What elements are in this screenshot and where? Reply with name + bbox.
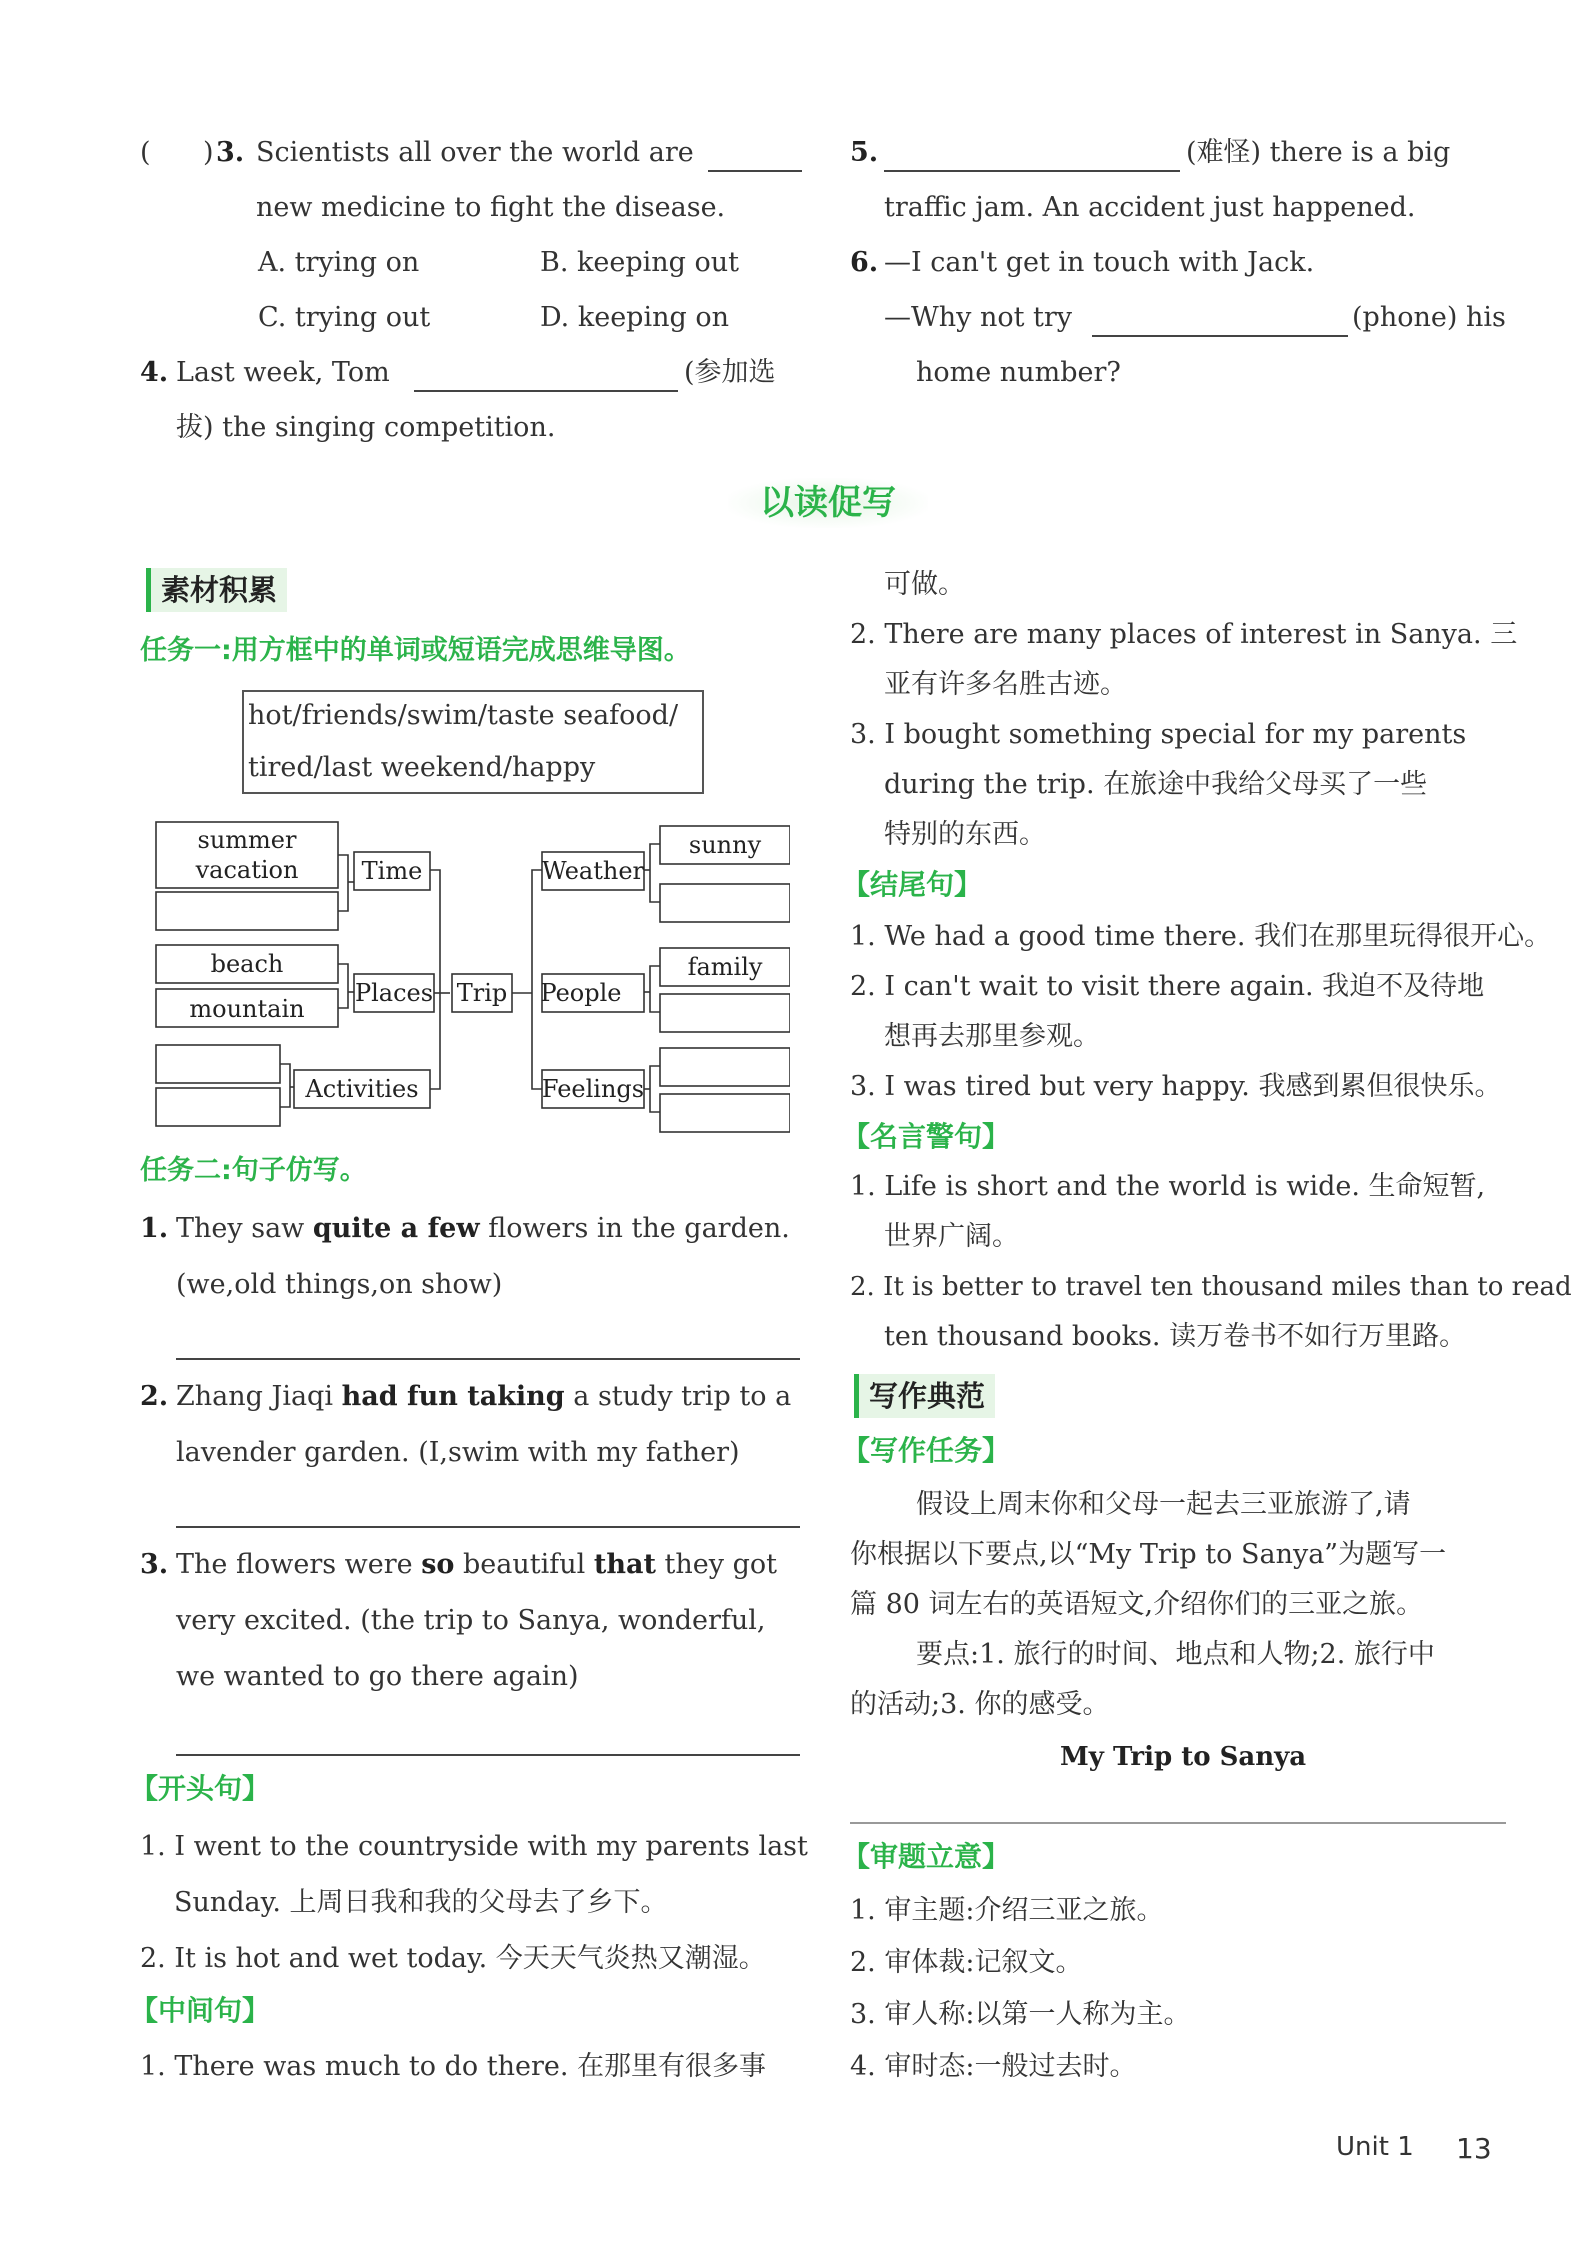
answer-blank[interactable]	[708, 170, 802, 172]
mindmap-branch-label: Activities	[305, 1075, 419, 1103]
mindmap-feelings-box-1	[660, 1048, 790, 1086]
mindmap-people-item: family	[687, 953, 763, 981]
page-number: 13	[1456, 2132, 1492, 2165]
question-text: Last week, Tom	[176, 357, 390, 388]
question-number: 3.	[216, 137, 245, 168]
middle-item: 2. There are many places of interest in Sanya. 三	[850, 619, 1518, 650]
opening-item: Sunday. 上周日我和我的父母去了乡下。	[174, 1887, 668, 1918]
answer-line[interactable]	[176, 1358, 800, 1360]
sentence-hint: lavender garden. (I,swim with my father)	[176, 1437, 740, 1468]
sentence-hint: we wanted to go there again)	[176, 1661, 579, 1692]
option-c: C. trying out	[258, 302, 431, 333]
sentence-number: 3.	[140, 1549, 169, 1580]
mindmap-place-item: beach	[210, 950, 284, 978]
mindmap-activity-box-1	[156, 1045, 280, 1083]
answer-line[interactable]	[176, 1526, 800, 1528]
mindmap-branch-label: Time	[361, 857, 423, 885]
essay-title: My Trip to Sanya	[1060, 1742, 1307, 1772]
answer-blank[interactable]	[414, 390, 678, 392]
sentence-text: The flowers were so beautiful that they got	[176, 1549, 777, 1580]
quote-item: 1. Life is short and the world is wide. 生命短暂,	[850, 1171, 1486, 1202]
writing-task-text: 篇 80 词左右的英语短文,介绍你们的三亚之旅。	[850, 1589, 1424, 1620]
section-title: 以读促写	[728, 478, 928, 528]
mindmap-feelings-box-2	[660, 1094, 790, 1132]
analysis-item: 4. 审时态:一般过去时。	[850, 2051, 1137, 2082]
sentence-hint: very excited. (the trip to Sanya, wonderful,	[176, 1605, 766, 1636]
hint-text: (难怪) there is a big	[1186, 137, 1451, 168]
quote-item: 世界广阔。	[884, 1221, 1019, 1252]
question-text: —I can't get in touch with Jack.	[884, 247, 1315, 278]
mindmap-center-label: Trip	[456, 979, 508, 1007]
writing-badge: 写作典范	[854, 1374, 995, 1418]
question-text: new medicine to fight the disease.	[256, 192, 726, 223]
writing-task-text: 要点:1. 旅行的时间、地点和人物;2. 旅行中	[916, 1639, 1435, 1670]
middle-item: 3. I bought something special for my parents	[850, 719, 1467, 750]
sentence-text: Zhang Jiaqi had fun taking a study trip to a	[176, 1381, 792, 1412]
mindmap-branch-label: People	[540, 979, 622, 1007]
writing-task-text: 假设上周末你和父母一起去三亚旅游了,请	[916, 1489, 1411, 1520]
writing-task-text: 的活动;3. 你的感受。	[850, 1689, 1110, 1720]
task1-heading: 任务一:用方框中的单词或短语完成思维导图。	[140, 635, 691, 666]
mindmap-time-item: vacation	[195, 856, 299, 884]
mindmap-activity-box-2	[156, 1088, 280, 1126]
opening-item: 1. I went to the countryside with my parents last	[140, 1831, 808, 1862]
mindmap-weather-box-2	[660, 884, 790, 922]
option-d: D. keeping on	[540, 302, 729, 333]
ending-item: 2. I can't wait to visit there again. 我迫不及待地	[850, 971, 1485, 1002]
ending-item: 3. I was tired but very happy. 我感到累但很快乐。	[850, 1071, 1502, 1102]
mind-map	[150, 812, 790, 1142]
answer-line[interactable]	[176, 1754, 800, 1756]
middle-item: 亚有许多名胜古迹。	[884, 669, 1127, 700]
hint-text: (参加选	[684, 357, 776, 388]
answer-paren-close: )	[203, 137, 214, 168]
question-number: 4.	[140, 357, 169, 388]
task2-heading: 任务二:句子仿写。	[140, 1155, 367, 1186]
option-a: A. trying on	[258, 247, 420, 278]
writing-task-text: 你根据以下要点,以“My Trip to Sanya”为题写一	[850, 1539, 1447, 1570]
hint-text: (phone) his	[1352, 302, 1506, 333]
footer-unit: Unit 1	[1336, 2132, 1414, 2162]
middle-item: 特别的东西。	[884, 819, 1046, 850]
sentence-hint: (we,old things,on show)	[176, 1269, 503, 1300]
analysis-item: 2. 审体裁:记叙文。	[850, 1947, 1083, 1978]
mindmap-time-box-2	[156, 892, 338, 930]
middle-item: 1. There was much to do there. 在那里有很多事	[140, 2051, 766, 2082]
answer-paren-open: (	[140, 137, 151, 168]
word-box-line: tired/last weekend/happy	[248, 752, 596, 783]
opening-label: 【开头句】	[130, 1772, 271, 1805]
question-text: —Why not try	[884, 302, 1073, 333]
middle-item: during the trip. 在旅途中我给父母买了一些	[884, 769, 1428, 800]
divider	[850, 1822, 1506, 1824]
material-badge: 素材积累	[146, 568, 287, 612]
analysis-item: 3. 审人称:以第一人称为主。	[850, 1999, 1191, 2030]
writing-task-label: 【写作任务】	[842, 1434, 1011, 1467]
analysis-label: 【审题立意】	[842, 1840, 1011, 1873]
quote-item: ten thousand books. 读万卷书不如行万里路。	[884, 1321, 1467, 1352]
mindmap-time-item: summer	[197, 826, 297, 854]
mindmap-branch-label: Feelings	[541, 1075, 645, 1103]
ending-item: 想再去那里参观。	[884, 1021, 1100, 1052]
sentence-number: 1.	[140, 1213, 169, 1244]
option-b: B. keeping out	[540, 247, 739, 278]
question-text: home number?	[916, 357, 1121, 388]
question-number: 6.	[850, 247, 879, 278]
answer-blank[interactable]	[1092, 335, 1348, 337]
mindmap-branch-label: Places	[354, 979, 434, 1007]
opening-item: 2. It is hot and wet today. 今天天气炎热又潮湿。	[140, 1943, 766, 1974]
ending-label: 【结尾句】	[842, 868, 983, 901]
quotes-label: 【名言警句】	[842, 1120, 1011, 1153]
middle-item: 可做。	[884, 569, 965, 600]
question-number: 5.	[850, 137, 879, 168]
question-text: 拔) the singing competition.	[176, 412, 556, 443]
word-box	[242, 690, 704, 794]
question-text: traffic jam. An accident just happened.	[884, 192, 1416, 223]
sentence-number: 2.	[140, 1381, 169, 1412]
quote-item: 2. It is better to travel ten thousand miles than to read	[850, 1272, 1572, 1302]
answer-blank[interactable]	[884, 170, 1180, 172]
sentence-text: They saw quite a few flowers in the garden.	[176, 1213, 790, 1244]
analysis-item: 1. 审主题:介绍三亚之旅。	[850, 1895, 1164, 1926]
word-box-line: hot/friends/swim/taste seafood/	[248, 700, 679, 731]
middle-label: 【中间句】	[130, 1994, 271, 2027]
mindmap-people-box-2	[660, 994, 790, 1032]
mindmap-branch-label: Weather	[542, 857, 644, 885]
mindmap-place-item: mountain	[189, 995, 305, 1023]
question-text: Scientists all over the world are	[256, 137, 694, 168]
ending-item: 1. We had a good time there. 我们在那里玩得很开心。	[850, 921, 1552, 952]
mindmap-weather-item: sunny	[688, 831, 762, 859]
